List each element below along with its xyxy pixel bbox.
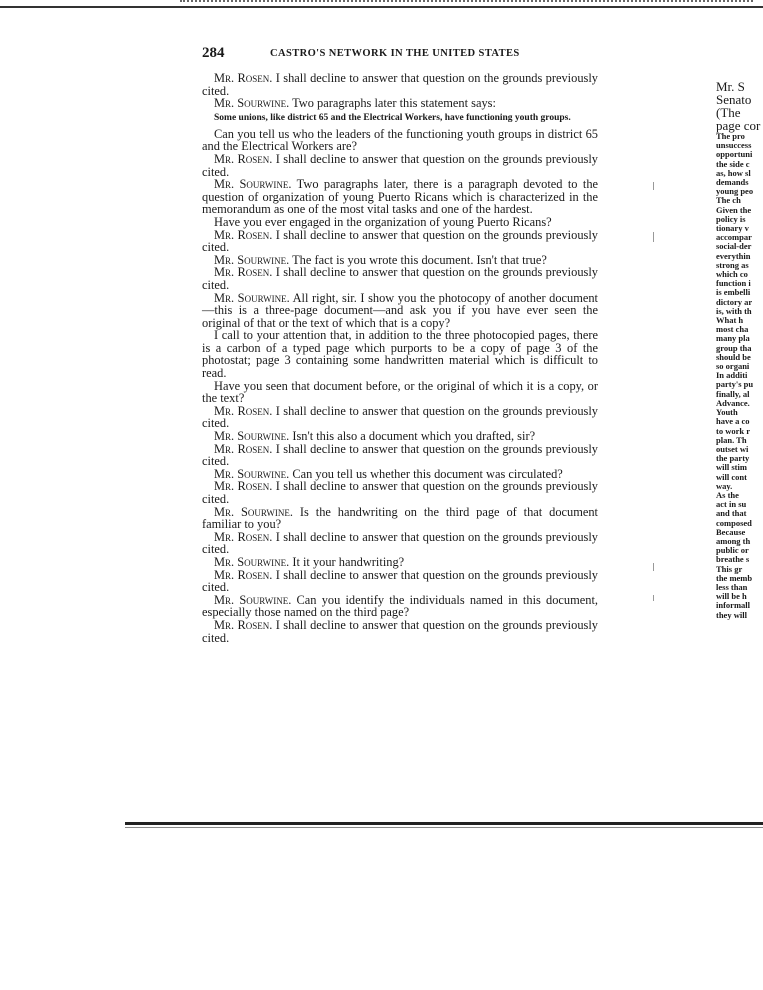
fragment-line: the side c [716, 158, 750, 169]
scan-speck [653, 182, 654, 190]
fragment-line: act in su [716, 499, 747, 510]
fragment-line: they will [716, 609, 747, 620]
paragraph-text: I shall decline to answer that question on the grounds previously cited. [202, 403, 598, 431]
transcript-paragraph [202, 229, 598, 254]
fragment-line: among th [716, 535, 751, 546]
speaker-name: Mr. Rosen. [214, 567, 273, 582]
transcript-paragraph [202, 569, 598, 594]
scan-speck [653, 595, 654, 601]
fragment-line: less than [716, 581, 748, 592]
transcript-paragraph [202, 178, 598, 216]
transcript-paragraph [202, 405, 598, 430]
fragment-line: and that [716, 508, 747, 519]
transcript-paragraph [202, 506, 598, 531]
transcript-paragraph [202, 153, 598, 178]
speaker-name: Mr. Rosen. [214, 441, 273, 456]
fragment-line: many pla [716, 333, 750, 344]
fragment-line: social-der [716, 241, 752, 252]
fragment-line: should be [716, 351, 751, 362]
paragraph-text: I shall decline to answer that question on the grounds previously cited. [202, 617, 598, 645]
speaker-name: Mr. Sourwine. [214, 504, 293, 519]
transcript-paragraph [202, 480, 598, 505]
speaker-name: Mr. Sourwine. [214, 554, 290, 569]
paragraph-text: Can you tell us whether this document was circulated? [292, 466, 563, 481]
paragraph-text: I shall decline to answer that question on the grounds previously cited. [202, 265, 598, 292]
fragment-line: most cha [716, 324, 749, 335]
fragment-line: dictory ar [716, 296, 753, 307]
fragment-line: public or [716, 545, 749, 556]
fragment-line: breathe s [716, 554, 750, 565]
fragment-line: page cor [716, 118, 761, 133]
transcript-paragraph [202, 329, 598, 379]
transcript-paragraph [202, 72, 598, 97]
paragraph-text: I shall decline to answer that question on the grounds previously cited. [202, 529, 598, 557]
speaker-name: Mr. Rosen. [214, 227, 273, 242]
scan-speck [653, 563, 654, 571]
speaker-name: Mr. Rosen. [214, 479, 273, 494]
fragment-line: What h [716, 315, 744, 326]
paragraph-text: I shall decline to answer that question on the grounds previously cited. [202, 71, 598, 98]
main-text-column [202, 72, 598, 644]
transcript-paragraph [202, 292, 598, 330]
fragment-line: tionary v [716, 223, 749, 234]
fragment-line: way. [716, 480, 733, 491]
fragment-line: (The [716, 105, 741, 120]
paragraph-text: Can you tell us who the leaders of the functioning youth groups in district 65 and the Electrical Workers are? [202, 126, 598, 154]
transcript-paragraph [202, 594, 598, 619]
paragraph-text: Have you seen that document before, or the original of which it is a copy, or the text? [202, 378, 598, 406]
speaker-name: Mr. Sourwine. [214, 96, 290, 111]
speaker-name: Mr. Rosen. [214, 151, 273, 166]
fragment-line: is, with th [716, 305, 752, 316]
fragment-line: plan. Th [716, 434, 747, 445]
transcript-paragraph [202, 128, 598, 153]
fragment-line: Youth [716, 407, 738, 418]
adjacent-page-fragment [716, 80, 763, 620]
transcript-paragraph [202, 97, 598, 110]
paragraph-text: I shall decline to answer that question on the grounds previously cited. [202, 567, 598, 595]
paragraph-text: Have you ever engaged in the organization of young Puerto Ricans? [214, 214, 552, 229]
paragraph-text: It it your handwriting? [292, 554, 405, 569]
fragment-line: Because [716, 526, 746, 537]
scan-bottom-edge [125, 822, 763, 828]
paragraph-text: Can you identify the individuals named in this document, especially those named on the third page? [202, 592, 598, 620]
speaker-name: Mr. Sourwine. [214, 466, 290, 481]
paragraph-text: Some unions, like district 65 and the Electrical Workers, have functioning youth groups. [214, 112, 571, 123]
page-number: 284 [202, 45, 225, 61]
fragment-line: unsuccess [716, 140, 752, 151]
paragraph-text: I shall decline to answer that question on the grounds previously cited. [202, 441, 598, 469]
paragraph-text: The fact is you wrote this document. Isn't that true? [292, 252, 547, 267]
speaker-name: Mr. Rosen. [214, 71, 273, 85]
running-title: CASTRO'S NETWORK IN THE UNITED STATES [270, 48, 520, 59]
fragment-line: The pro [716, 131, 745, 141]
paragraph-text: Is the handwriting on the third page of that document familiar to you? [202, 504, 598, 532]
fragment-line: outset wi [716, 443, 749, 454]
paragraph-text: I shall decline to answer that question on the grounds previously cited. [202, 479, 598, 506]
fragment-line: strong as [716, 259, 749, 270]
speaker-name: Mr. Rosen. [214, 529, 273, 544]
fragment-line: party's pu [716, 379, 754, 390]
fragment-line: so organi [716, 361, 750, 372]
fragment-line: as, how sl [716, 167, 751, 178]
quoted-excerpt [202, 113, 598, 124]
speaker-name: Mr. Sourwine. [214, 290, 290, 305]
transcript-paragraph [202, 380, 598, 405]
fragment-line: will be h [716, 591, 747, 602]
paragraph-text: I shall decline to answer that question on the grounds previously cited. [202, 151, 598, 179]
fragment-line: group tha [716, 342, 752, 353]
fragment-line: the party [716, 453, 750, 464]
paragraph-text: I call to your attention that, in addition to the three photocopied pages, there is a carbon of a typed page which purports to be a copy of page 3 of the photostat; page 3 containing some handwritten material which is difficult to read. [202, 328, 598, 381]
fragment-line: everythin [716, 250, 751, 261]
speaker-name: Mr. Rosen. [214, 403, 273, 418]
speaker-name: Mr. Rosen. [214, 617, 273, 632]
scan-speck [653, 232, 654, 242]
fragment-line: Mr. S [716, 80, 745, 94]
fragment-line: Advance. [716, 397, 750, 408]
paragraph-text: Two paragraphs later this statement says: [292, 96, 496, 111]
fragment-line: In additi [716, 370, 748, 381]
fragment-line: is embelli [716, 287, 751, 298]
fragment-line: the memb [716, 572, 753, 583]
fragment-line: function i [716, 278, 751, 289]
fragment-line: will stim [716, 462, 747, 473]
fragment-line: opportuni [716, 149, 753, 160]
speaker-name: Mr. Sourwine. [214, 592, 292, 607]
fragment-line: young peo [716, 186, 754, 197]
speaker-name: Mr. Rosen. [214, 265, 273, 280]
paragraph-text: All right, sir. I show you the photocopy of another document—this is a three-page document—and ask you if you have ever seen the original of that or the text of which that is a copy? [202, 290, 598, 330]
fragment-line: As the [716, 489, 739, 500]
fragment-line: Given the [716, 204, 752, 215]
fragment-line: informall [716, 600, 750, 611]
fragment-line: finally, al [716, 388, 750, 399]
fragment-line: This gr [716, 563, 743, 574]
fragment-line: demands [716, 177, 749, 188]
fragment-line: will cont [716, 471, 747, 482]
fragment-line: have a co [716, 416, 750, 427]
fragment-line: policy is [716, 213, 746, 224]
transcript-paragraph [202, 443, 598, 468]
paragraph-text: Two paragraphs later, there is a paragraph devoted to the question of organization of young Puerto Ricans which is characterized in the memorandum as one of the most vital tasks and one of the hardest. [202, 177, 599, 217]
fragment-line: which co [716, 269, 748, 280]
transcript-paragraph [202, 619, 598, 644]
speaker-name: Mr. Sourwine. [214, 252, 290, 267]
fragment-line: accompar [716, 232, 752, 243]
paragraph-text: I shall decline to answer that question on the grounds previously cited. [202, 227, 598, 255]
fragment-line: composed [716, 517, 752, 528]
fragment-line: The ch [716, 195, 741, 206]
paragraph-text: Isn't this also a document which you drafted, sir? [292, 429, 536, 444]
fragment-line: Senato [716, 92, 752, 107]
transcript-paragraph [202, 266, 598, 291]
speaker-name: Mr. Sourwine. [214, 429, 290, 444]
transcript-paragraph [202, 531, 598, 556]
fragment-line: to work r [716, 425, 750, 436]
speaker-name: Mr. Sourwine. [214, 177, 292, 192]
scan-top-edge [0, 0, 763, 8]
running-head [202, 45, 598, 65]
